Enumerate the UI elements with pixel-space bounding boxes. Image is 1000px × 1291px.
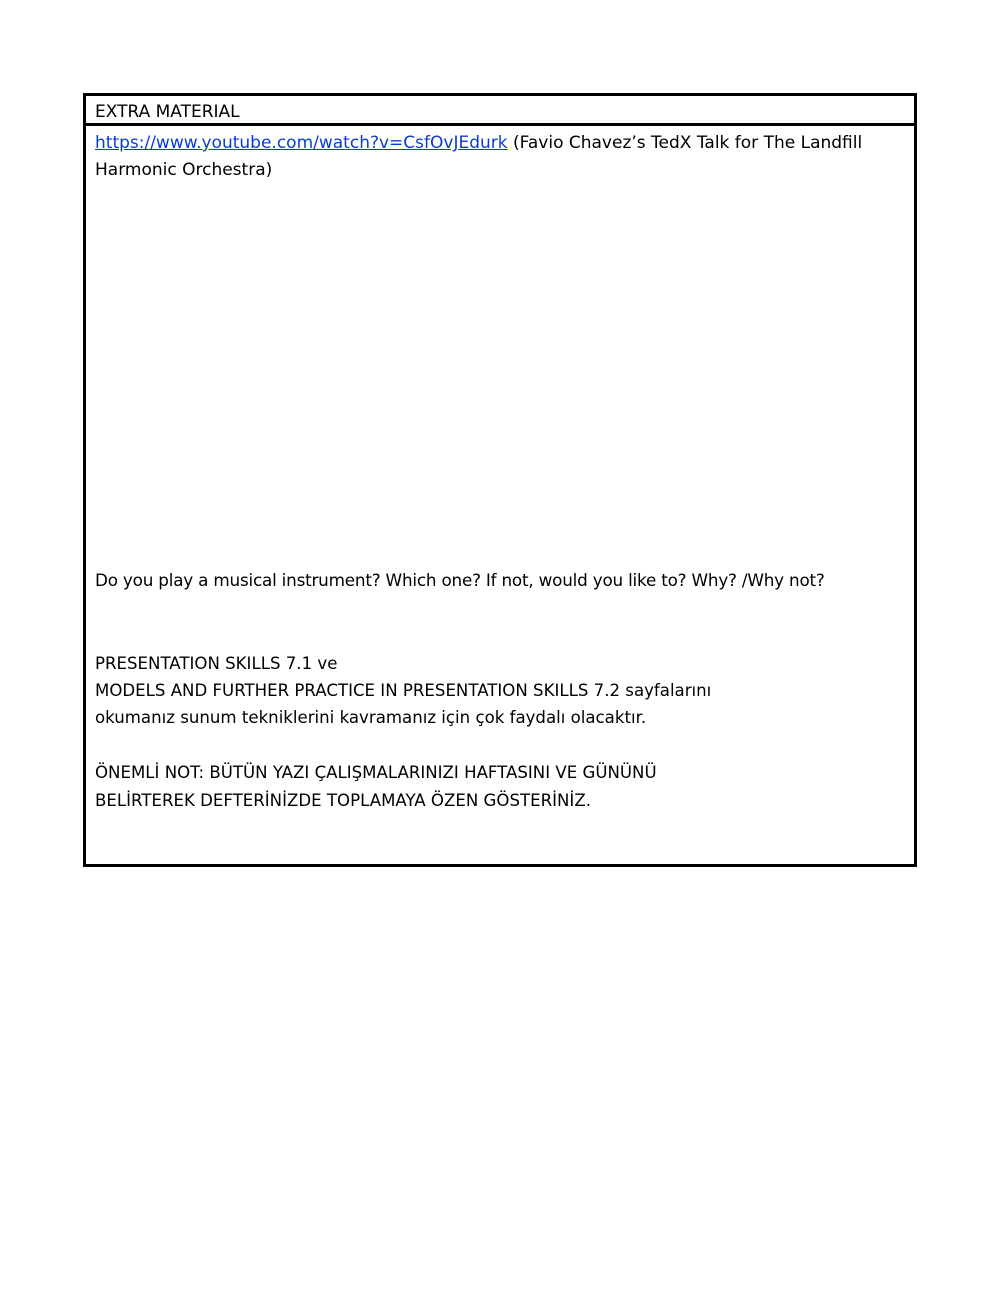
presentation-line-2: MODELS AND FURTHER PRACTICE IN PRESENTATION SKILLS 7.2 sayfalarını	[95, 681, 712, 700]
video-link-description: (Favio Chavez’s TedX Talk for The Landfill Harmonic Orchestra)	[95, 133, 863, 180]
presentation-line-1: PRESENTATION SKILLS 7.1 ve	[95, 654, 338, 673]
extra-material-header: EXTRA MATERIAL	[86, 96, 914, 126]
important-note	[95, 759, 657, 815]
discussion-question: Do you play a musical instrument? Which one? If not, would you like to? Why? /Why not?	[95, 570, 825, 590]
youtube-video-link[interactable]: https://www.youtube.com/watch?v=CsfOvJEdurk	[95, 133, 508, 153]
extra-material-body	[86, 130, 914, 810]
presentation-line-3: okumanız sunum tekniklerini kavramanız için çok faydalı olacaktır.	[95, 708, 647, 727]
extra-material-box	[83, 93, 917, 867]
presentation-skills-text	[95, 650, 711, 731]
video-link-line	[95, 130, 915, 184]
important-note-line-1: ÖNEMLİ NOT: BÜTÜN YAZI ÇALIŞMALARINIZI HAFTASINI VE GÜNÜNÜ	[95, 763, 657, 782]
important-note-line-2: BELİRTEREK DEFTERİNİZDE TOPLAMAYA ÖZEN GÖSTERİNİZ.	[95, 791, 591, 810]
